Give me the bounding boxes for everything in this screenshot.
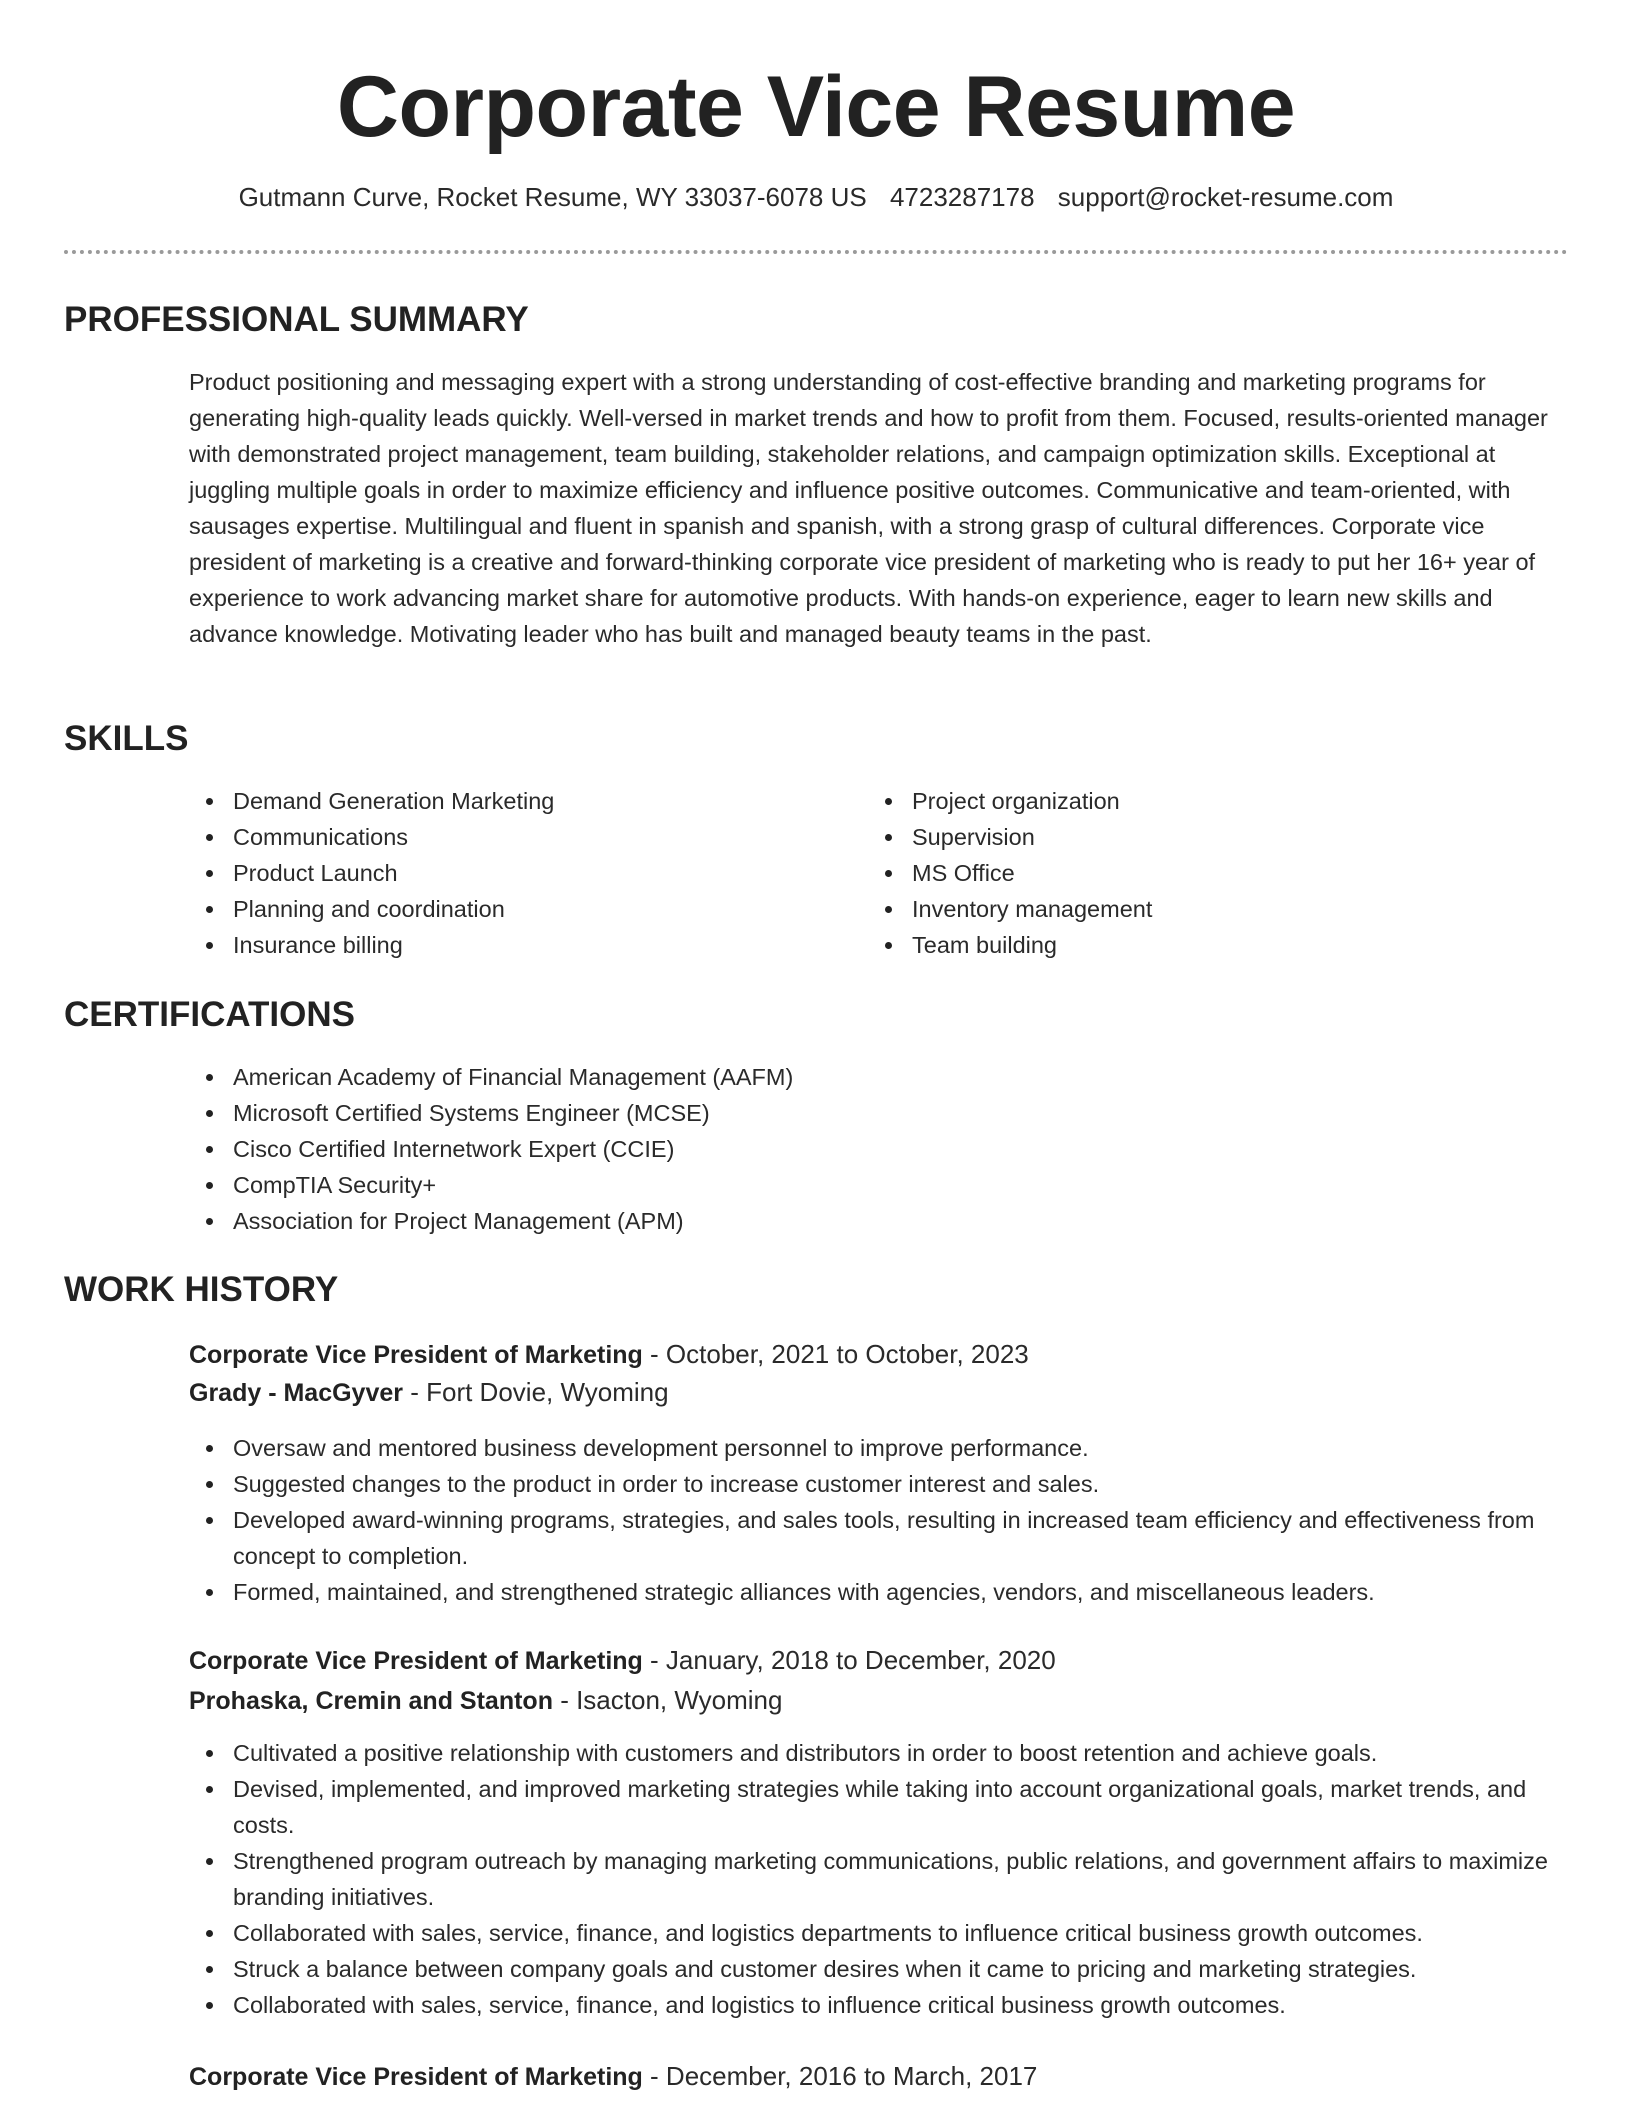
job-title: Corporate Vice President of Marketing: [189, 1647, 643, 1675]
job-dates: - October, 2021 to October, 2023: [642, 1339, 1029, 1369]
certification-item: CompTIA Security+: [189, 1167, 1569, 1203]
job-bullet: Collaborated with sales, service, finance, and logistics to influence critical business growth outcomes.: [189, 1987, 1579, 2023]
job-title-line: [189, 1642, 1569, 1679]
job-location: - Isacton, Wyoming: [552, 1685, 783, 1715]
skill-item: Product Launch: [189, 855, 829, 891]
job-title-line: [189, 1336, 1569, 1373]
job-bullet: Formed, maintained, and strengthened strategic alliances with agencies, vendors, and miscellaneous leaders.: [189, 1574, 1579, 1610]
job-bullets: [189, 1735, 1579, 2023]
contact-email: support@rocket-resume.com: [1057, 182, 1394, 212]
skills-heading: SKILLS: [64, 719, 189, 758]
contact-line: [0, 180, 1632, 214]
job-bullet: Cultivated a positive relationship with customers and distributors in order to boost retention and achieve goals.: [189, 1735, 1579, 1771]
skill-item: MS Office: [868, 855, 1508, 891]
resume-title: Corporate Vice Resume: [336, 59, 1296, 155]
skill-item: Planning and coordination: [189, 891, 829, 927]
job-company-line: [189, 1374, 1569, 1411]
job-location: - Fort Dovie, Wyoming: [403, 1377, 669, 1407]
job-dates: - January, 2018 to December, 2020: [642, 1645, 1056, 1675]
job-dates: - December, 2016 to March, 2017: [642, 2061, 1038, 2091]
skills-list-left: [189, 783, 829, 963]
job-bullet: Oversaw and mentored business development personnel to improve performance.: [189, 1430, 1579, 1466]
job-company-line: [189, 1682, 1569, 1719]
skill-item: Team building: [868, 927, 1508, 963]
skill-item: Inventory management: [868, 891, 1508, 927]
skill-item: Supervision: [868, 819, 1508, 855]
certification-item: Cisco Certified Internetwork Expert (CCIE): [189, 1131, 1569, 1167]
skill-item: Demand Generation Marketing: [189, 783, 829, 819]
certifications-heading: CERTIFICATIONS: [64, 995, 356, 1034]
job-bullet: Devised, implemented, and improved marketing strategies while taking into account organizational goals, market trends, and costs.: [189, 1771, 1579, 1843]
certification-item: Association for Project Management (APM): [189, 1203, 1569, 1239]
skill-item: Communications: [189, 819, 829, 855]
summary-text: Product positioning and messaging expert with a strong understanding of cost-effective branding and marketing programs for generating high-quality leads quickly. Well-versed in market trends and how to profit from them. Focused, results-oriented manager with demonstrated project management, team building, stakeholder relations, and campaign optimization skills. Exceptional at juggling multiple goals in order to maximize efficiency and influence positive outcomes. Communicative and team-oriented, with sausages expertise. Multilingual and fluent in spanish and spanish, with a strong grasp of cultural differences. Corporate vice president of marketing is a creative and forward-thinking corporate vice president of marketing who is ready to put her 16+ year of experience to work advancing market share for automotive products. With hands-on experience, eager to learn new skills and advance knowledge. Motivating leader who has built and managed beauty teams in the past.: [189, 369, 1548, 647]
skill-item: Project organization: [868, 783, 1508, 819]
skill-item: Insurance billing: [189, 927, 829, 963]
contact-address: Gutmann Curve, Rocket Resume, WY 33037-6078 US: [238, 182, 867, 212]
job-title: Corporate Vice President of Marketing: [189, 2063, 643, 2091]
contact-phone: 4723287178: [889, 182, 1035, 212]
job-bullet: Suggested changes to the product in order to increase customer interest and sales.: [189, 1466, 1579, 1502]
certification-item: American Academy of Financial Management (AAFM): [189, 1059, 1569, 1095]
job-bullets: [189, 1430, 1579, 1610]
job-bullet: Developed award-winning programs, strategies, and sales tools, resulting in increased team efficiency and effectiveness from concept to completion.: [189, 1502, 1579, 1574]
job-title-line: [189, 2058, 1569, 2095]
job-bullet: Strengthened program outreach by managing marketing communications, public relations, and government affairs to maximize branding initiatives.: [189, 1843, 1579, 1915]
skills-list-right: [868, 783, 1508, 963]
job-company: Prohaska, Cremin and Stanton: [189, 1687, 553, 1715]
summary-heading: PROFESSIONAL SUMMARY: [64, 300, 529, 339]
job-company: Grady - MacGyver: [189, 1379, 403, 1407]
work-history-heading: WORK HISTORY: [64, 1270, 339, 1309]
certifications-list: [189, 1059, 1569, 1239]
header-divider: [64, 250, 1568, 254]
certification-item: Microsoft Certified Systems Engineer (MCSE): [189, 1095, 1569, 1131]
job-title: Corporate Vice President of Marketing: [189, 1341, 643, 1369]
job-bullet: Struck a balance between company goals and customer desires when it came to pricing and marketing strategies.: [189, 1951, 1579, 1987]
job-bullet: Collaborated with sales, service, finance, and logistics departments to influence critical business growth outcomes.: [189, 1915, 1579, 1951]
